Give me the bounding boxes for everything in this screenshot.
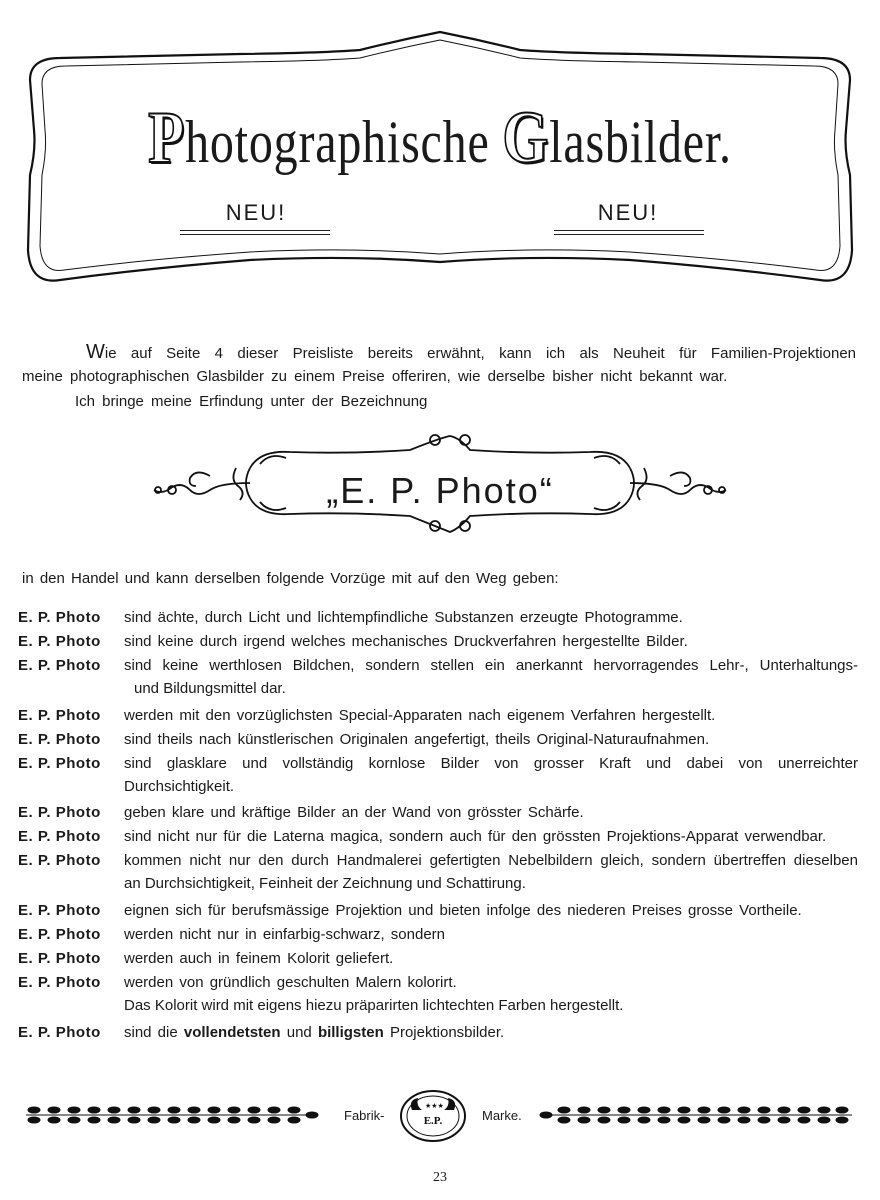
feature-brand: E. P. Photo: [18, 950, 101, 967]
page-number: 23: [433, 1170, 447, 1185]
feature-brand: E. P. Photo: [18, 852, 101, 869]
feature-brand: E. P. Photo: [18, 609, 101, 626]
neu-rule-right: [554, 230, 704, 235]
title-initial-p: P: [148, 97, 186, 179]
title-word-1-rest: hotographische: [185, 109, 490, 175]
intro-initial: W: [86, 341, 105, 363]
neu-rule-left: [180, 230, 330, 235]
feature-continuation: Durchsichtigkeit.: [124, 778, 235, 795]
feature-row: [18, 971, 858, 995]
emphasis-vollendetsten: vollendetsten: [183, 1024, 281, 1041]
feature-row: [18, 752, 858, 776]
feature-brand: E. P. Photo: [18, 755, 101, 772]
feature-text: sind keine werthlosen Bildchen, sondern stellen ein anerkannt hervorragendes Lehr-, Unterhaltungs-: [124, 657, 858, 674]
feature-text-final: [124, 1021, 858, 1045]
feature-brand: E. P. Photo: [18, 633, 101, 650]
feature-row: [18, 801, 858, 825]
feature-row: [18, 606, 858, 630]
product-name-title: „E. P. Photo“: [326, 470, 554, 511]
trademark-text: E.P.: [423, 1115, 443, 1127]
lead-sentence: in den Handel und kann derselben folgende Vorzüge mit auf den Weg geben:: [22, 570, 559, 587]
feature-brand: E. P. Photo: [18, 731, 101, 748]
feature-text: sind glasklare und vollständig kornlose Bilder von grosser Kraft und dabei von unerreichter: [124, 755, 858, 772]
intro-line-1-rest: ie auf Seite 4 dieser Preisliste bereits erwähnt, kann ich als Neuheit für Familien-Projektionen: [104, 345, 856, 362]
leaf-garland-left: [22, 1102, 322, 1128]
feature-text: sind keine durch irgend welches mechanisches Druckverfahren hergestellte Bilder.: [124, 633, 688, 650]
feature-brand: E. P. Photo: [18, 657, 101, 674]
intro-line-1: [86, 340, 856, 366]
feature-text: eignen sich für berufsmässige Projektion und bieten infolge des niederen Preises grosse Vortheile.: [124, 902, 802, 919]
feature-row: [18, 923, 858, 947]
feature-row: [18, 1021, 858, 1045]
title-word-2-rest: lasbilder.: [549, 109, 732, 175]
feature-row: [18, 947, 858, 971]
title-initial-g: G: [502, 97, 550, 179]
intro-line-2: meine photographischen Glasbilder zu einem Preise offeriren, wie derselbe bisher nicht bekannt war.: [22, 368, 728, 385]
neu-badge-left: NEU!: [225, 200, 287, 225]
feature-text: werden auch in feinem Kolorit geliefert.: [124, 950, 394, 967]
feature-row: [18, 654, 858, 678]
feature-row: [18, 630, 858, 654]
final-pre: sind die: [124, 1024, 178, 1041]
feature-row: [18, 849, 858, 873]
feature-text: werden nicht nur in einfarbig-schwarz, sondern: [124, 926, 445, 943]
feature-brand: E. P. Photo: [18, 974, 101, 991]
fabrik-label: Fabrik-: [344, 1108, 385, 1123]
emphasis-billigsten: billigsten: [317, 1024, 384, 1041]
feature-row: [18, 899, 858, 923]
feature-text: werden mit den vorzüglichsten Special-Apparaten nach eigenem Verfahren hergestellt.: [124, 707, 716, 724]
feature-text: sind ächte, durch Licht und lichtempfindliche Substanzen erzeugte Photogramme.: [124, 609, 683, 626]
feature-row: [18, 825, 858, 849]
leaf-garland-right: [536, 1102, 856, 1128]
feature-brand: E. P. Photo: [18, 804, 101, 821]
feature-brand: E. P. Photo: [18, 926, 101, 943]
feature-text: sind theils nach künstlerischen Originalen angefertigt, theils Original-Naturaufnahmen.: [124, 731, 710, 748]
intro-line-3: Ich bringe meine Erfindung unter der Bezeichnung: [75, 393, 428, 410]
feature-row: [18, 704, 858, 728]
feature-brand: E. P. Photo: [18, 1024, 101, 1041]
neu-badge-right: NEU!: [597, 200, 659, 225]
feature-continuation: Das Kolorit wird mit eigens hiezu präparirten lichtechten Farben hergestellt.: [124, 997, 624, 1014]
feature-brand: E. P. Photo: [18, 902, 101, 919]
feature-text: werden von gründlich geschulten Malern kolorirt.: [124, 974, 457, 991]
feature-text: geben klare und kräftige Bilder an der Wand von grösster Schärfe.: [124, 804, 584, 821]
feature-brand: E. P. Photo: [18, 707, 101, 724]
page-title: [88, 96, 792, 181]
svg-text:★★★: ★★★: [425, 1103, 444, 1110]
feature-brand: E. P. Photo: [18, 828, 101, 845]
feature-text: kommen nicht nur den durch Handmalerei gefertigten Nebelbildern gleich, sondern übertreffen dieselben: [124, 852, 858, 869]
marke-label: Marke.: [482, 1108, 522, 1123]
feature-row: [18, 728, 858, 752]
feature-text: sind nicht nur für die Laterna magica, sondern auch für den grössten Projektions-Apparat verwendbar.: [124, 828, 827, 845]
feature-continuation: an Durchsichtigkeit, Feinheit der Zeichnung und Schattirung.: [124, 875, 526, 892]
final-post: Projektionsbilder.: [389, 1024, 505, 1041]
final-mid: und: [286, 1024, 312, 1041]
feature-continuation: und Bildungsmittel dar.: [134, 680, 286, 697]
trademark-logo: [398, 1088, 468, 1144]
